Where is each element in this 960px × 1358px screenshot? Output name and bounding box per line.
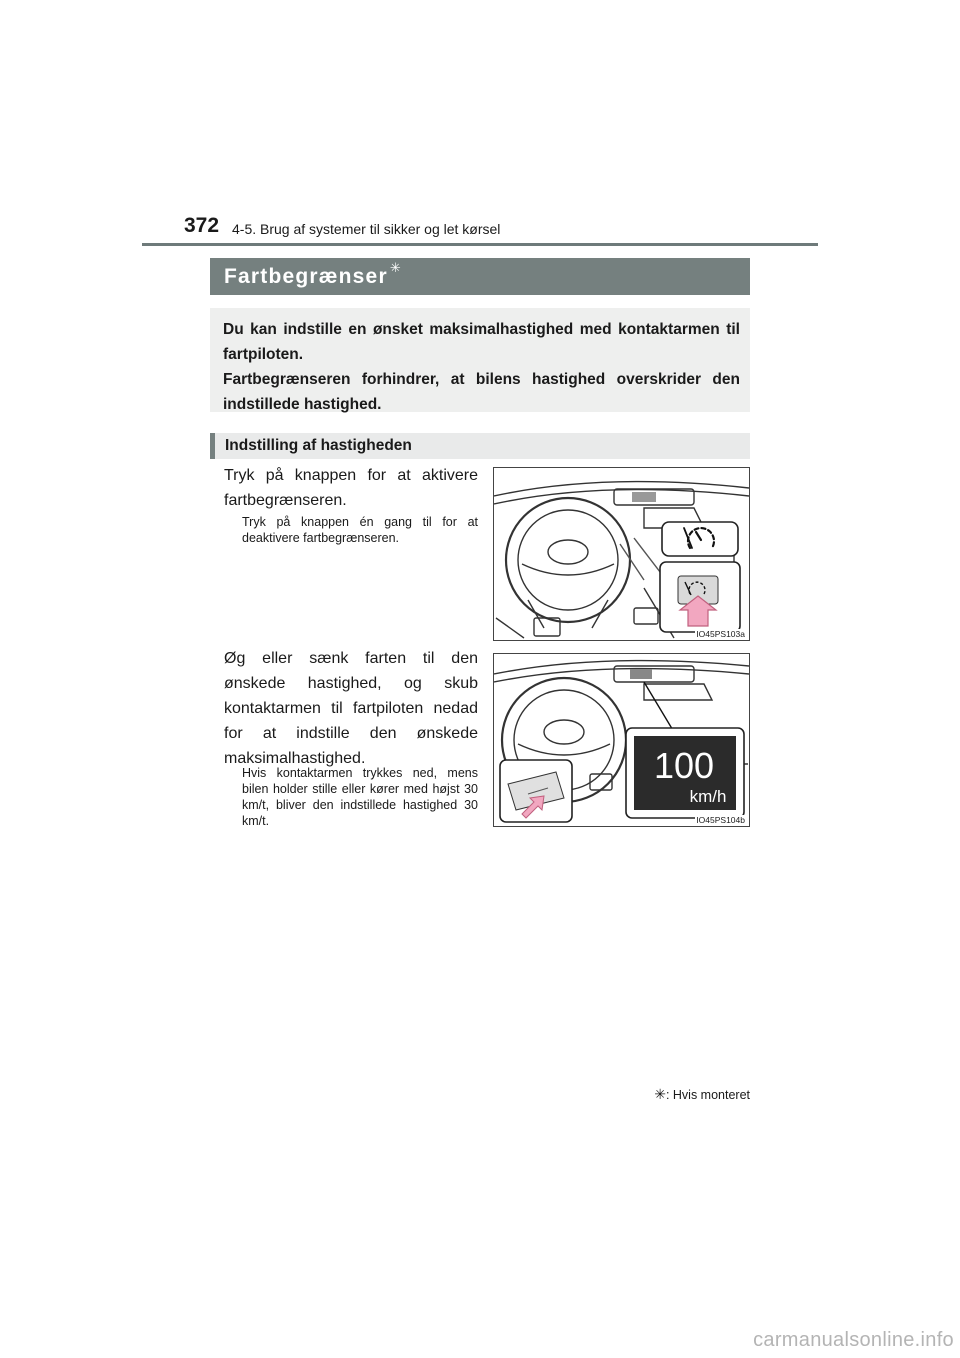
step-1-text: Tryk på knappen for at aktivere fartbegrænseren.: [224, 467, 478, 509]
running-head: 4-5. Brug af systemer til sikker og let kørsel: [232, 221, 501, 237]
dashboard-speed-illustration: [494, 654, 749, 826]
callout-top: [662, 522, 738, 556]
watermark: carmanualsonline.info: [753, 1329, 954, 1351]
intro-line-1: Du kan indstille en ønsket maksimalhastighed med kontaktarmen til fartpiloten.: [223, 321, 740, 363]
set-speed-unit: km/h: [689, 787, 727, 806]
stalk-callout: [500, 760, 572, 822]
asterisk-icon: ✳: [389, 260, 402, 275]
dashboard-button-illustration: [494, 468, 749, 640]
footnote: [654, 1086, 750, 1103]
intro-line-2: Fartbegrænseren forhindrer, at bilens hastighed overskrider den indstillede hastighed.: [223, 371, 740, 413]
footnote-text: : Hvis monteret: [665, 1088, 750, 1102]
asterisk-icon: ✳: [654, 1086, 666, 1102]
figure-2-code: IO45PS104b: [696, 815, 745, 825]
figure-1-code: IO45PS103a: [696, 629, 745, 639]
step-1-note: Tryk på knappen én gang til for at deaktivere fartbegrænseren.: [242, 515, 478, 545]
step-2-note: Hvis kontaktarmen trykkes ned, mens bilen holder stille eller kører med højst 30 km/t, bliver den indstillede hastighed 30 km/t.: [242, 766, 478, 828]
page-number: 372: [184, 214, 220, 237]
section-title-bar: [210, 258, 750, 295]
figure-2: [493, 653, 750, 827]
subsection-title: Indstilling af hastigheden: [210, 433, 750, 459]
header-rule: [142, 243, 818, 246]
figure-1: [493, 467, 750, 641]
callout-bottom: [660, 562, 740, 632]
step-2-text: Øg eller sænk farten til den ønskede hastighed, og skub kontaktarmen til fartpiloten nedad for at indstille den ønskede maksimalhastighed.: [224, 650, 478, 767]
set-speed-value: 100: [653, 745, 715, 786]
intro-box: [210, 308, 750, 412]
section-title: Fartbegrænser: [224, 265, 388, 288]
